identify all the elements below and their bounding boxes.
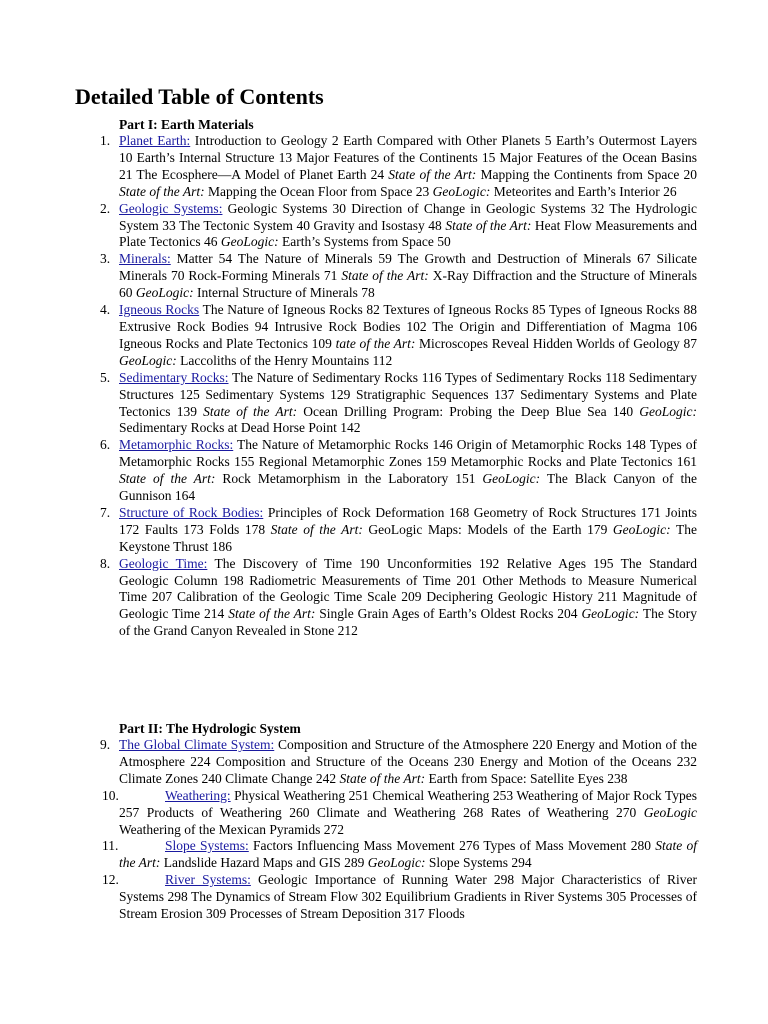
page-title: Detailed Table of Contents <box>75 84 324 109</box>
section-label: State of the Art: <box>339 770 426 786</box>
chapter-title-link[interactable]: Geologic Systems: <box>119 200 223 216</box>
chapter-number: 11. <box>102 838 119 854</box>
section-label: State of the Art: <box>119 471 216 487</box>
section-text: Introduction to Geology 2 Earth Compared with Other Planets 5 Earth’s Outermost Layers 10 Earth’s Internal Structure 13 Major Features of the Continents 15 Major Features of the Ocean Basins 21 The Ecosphere—A Model of Planet Earth 24 <box>119 133 697 182</box>
chapter-entry <box>0 788 697 839</box>
chapter-title-link[interactable]: Planet Earth: <box>119 133 191 148</box>
section-text: Sedimentary Rocks at Dead Horse Point 142 <box>119 420 361 436</box>
section-text: Microscopes Reveal Hidden Worlds of Geology 87 <box>415 335 697 351</box>
part-2-chapter-list <box>0 737 768 923</box>
chapter-number: 9. <box>100 737 111 752</box>
section-label: GeoLogic: <box>612 521 671 537</box>
chapter-title-link[interactable]: Igneous Rocks <box>119 302 200 318</box>
section-label: State of the Art: <box>228 606 316 622</box>
chapter-title-link[interactable]: Minerals: <box>119 251 171 267</box>
section-text: The Story of the Grand Canyon Revealed in Stone 212 <box>119 606 697 639</box>
part-1-chapter-list <box>0 133 768 640</box>
section-text: The Nature of Metamorphic Rocks 146 Origin of Metamorphic Rocks 148 Types of Metamorphic Rocks 155 Regional Metamorphic Zones 159 Metamorphic Rocks and Plate Tectonics 161 <box>119 437 697 470</box>
section-label: GeoLogic: <box>135 285 194 301</box>
chapter-entry <box>0 505 697 556</box>
section-text: Mapping the Continents from Space 20 <box>476 166 697 182</box>
section-text: The Keystone Thrust 186 <box>119 521 697 554</box>
chapter-entry <box>0 201 697 252</box>
section-label: GeoLogic <box>643 804 697 820</box>
section-text: GeoLogic Maps: Models of the Earth 179 <box>362 521 613 537</box>
chapter-number: 12. <box>102 872 119 888</box>
section-text: The Black Canyon of the Gunnison 164 <box>119 471 697 504</box>
section-label: tate of the Art: <box>335 335 416 351</box>
section-label: State of the Art: <box>388 166 477 182</box>
section-label: State of the Art: <box>203 403 298 419</box>
chapter-entry <box>0 302 697 370</box>
chapter-entry <box>0 872 697 923</box>
chapter-title-link[interactable]: The Global Climate System: <box>119 737 275 752</box>
chapter-entry <box>0 370 697 438</box>
section-text: Single Grain Ages of Earth’s Oldest Rocks 204 <box>315 606 582 622</box>
chapter-title-link[interactable]: Weathering: <box>165 787 231 803</box>
chapter-entry <box>0 556 697 641</box>
part-2-heading: Part II: The Hydrologic System <box>119 721 301 736</box>
section-label: GeoLogic: <box>581 606 640 622</box>
section-text: Rock Metamorphism in the Laboratory 151 <box>215 471 483 487</box>
part-1-heading: Part I: Earth Materials <box>119 117 254 132</box>
chapter-entry <box>0 737 697 788</box>
section-label: State of the Art: <box>119 183 205 199</box>
section-text: Weathering of the Mexican Pyramids 272 <box>119 821 344 837</box>
chapter-number: 5. <box>100 369 111 385</box>
chapter-title-link[interactable]: Slope Systems: <box>165 838 249 854</box>
section-text: Earth from Space: Satellite Eyes 238 <box>425 770 628 786</box>
chapter-number: 6. <box>100 437 111 453</box>
section-label: GeoLogic: <box>432 183 491 199</box>
section-text: Earth’s Systems from Space 50 <box>278 234 451 250</box>
chapter-title-link[interactable]: Structure of Rock Bodies: <box>119 504 264 520</box>
section-label: State of the Art: <box>119 838 697 871</box>
section-text: The Nature of Igneous Rocks 82 Textures of Igneous Rocks 85 Types of Igneous Rocks 88 Extrusive Rock Bodies 94 Intrusive Rock Bodies 102 The Origin and Differentiation of Magma 106 Igneous Rocks and Plate Tectonics 109 <box>119 302 697 351</box>
chapter-title-link[interactable]: River Systems: <box>165 872 251 888</box>
section-label: GeoLogic: <box>367 855 426 871</box>
section-text: Physical Weathering 251 Chemical Weathering 253 Weathering of Major Rock Types 257 Products of Weathering 260 Climate and Weathering 268 Rates of Weathering 270 <box>119 787 697 820</box>
section-text: Internal Structure of Minerals 78 <box>193 285 375 301</box>
section-text: Geologic Systems 30 Direction of Change in Geologic Systems 32 The Hydrologic System 33 The Tectonic System 40 Gravity and Isostasy 48 <box>119 200 698 233</box>
section-text: The Discovery of Time 190 Unconformities 192 Relative Ages 195 The Standard Geologic Column 198 Radiometric Measurements of Time 201 Other Methods to Measure Numerical Time 207 Calibration of the Geologic Time Scale 209 Deciphering Geologic History 211 Magnitude of Geologic Time 214 <box>119 555 697 622</box>
chapter-entry <box>0 437 697 505</box>
chapter-number: 1. <box>100 133 111 148</box>
chapter-number: 8. <box>100 555 111 571</box>
section-label: GeoLogic: <box>119 352 177 368</box>
section-text: Ocean Drilling Program: Probing the Deep Blue Sea 140 <box>297 403 640 419</box>
section-text: Geologic Importance of Running Water 298 Major Characteristics of River Systems 298 The Dynamics of Stream Flow 302 Equilibrium Gradients in River Systems 305 Processes of Stream Erosion 309 Processes of Stream Deposition 317 Floods <box>119 872 698 922</box>
section-text: Principles of Rock Deformation 168 Geometry of Rock Structures 171 Joints 172 Faults 173 Folds 178 <box>119 504 697 537</box>
section-label: GeoLogic: <box>220 234 279 250</box>
chapter-entry <box>0 251 697 302</box>
chapter-title-link[interactable]: Metamorphic Rocks: <box>119 437 234 453</box>
chapter-number: 3. <box>100 251 111 267</box>
section-label: State of the Art: <box>270 521 363 537</box>
section-text: Meteorites and Earth’s Interior 26 <box>490 183 677 199</box>
section-text: The Nature of Sedimentary Rocks 116 Types of Sedimentary Rocks 118 Sedimentary Structures 125 Sedimentary Systems 129 Stratigraphic Sequences 137 Sedimentary Systems and Plate Tectonics 139 <box>119 369 698 419</box>
chapter-number: 4. <box>100 302 111 318</box>
section-text: Matter 54 The Nature of Minerals 59 The Growth and Destruction of Minerals 67 Silicate Minerals 70 Rock-Forming Minerals 71 <box>119 251 697 284</box>
chapter-entry <box>0 838 697 872</box>
section-text: Factors Influencing Mass Movement 276 Types of Mass Movement 280 <box>248 838 656 854</box>
section-label: State of the Art: <box>341 268 429 284</box>
section-label: GeoLogic: <box>639 403 697 419</box>
section-text: Composition and Structure of the Atmosphere 220 Energy and Motion of the Atmosphere 224 Composition and Structure of the Oceans 230 Energy and Motion of the Oceans 232 Climate Zones 240 Climate Change 242 <box>119 737 697 786</box>
section-text: Laccoliths of the Henry Mountains 112 <box>176 352 393 368</box>
section-label: State of the Art: <box>445 217 532 233</box>
section-text: Landslide Hazard Maps and GIS 289 <box>160 855 368 871</box>
section-label: GeoLogic: <box>482 471 541 487</box>
chapter-entry <box>0 133 697 201</box>
chapter-number: 10. <box>102 787 119 803</box>
chapter-title-link[interactable]: Geologic Time: <box>119 555 208 571</box>
section-text: X-Ray Diffraction and the Structure of Minerals 60 <box>119 268 697 301</box>
section-text: Slope Systems 294 <box>425 855 532 871</box>
chapter-number: 2. <box>100 200 111 216</box>
chapter-number: 7. <box>100 504 111 520</box>
section-text: Heat Flow Measurements and Plate Tectonics 46 <box>119 217 697 250</box>
section-text: Mapping the Ocean Floor from Space 23 <box>204 183 433 199</box>
chapter-title-link[interactable]: Sedimentary Rocks: <box>119 369 229 385</box>
